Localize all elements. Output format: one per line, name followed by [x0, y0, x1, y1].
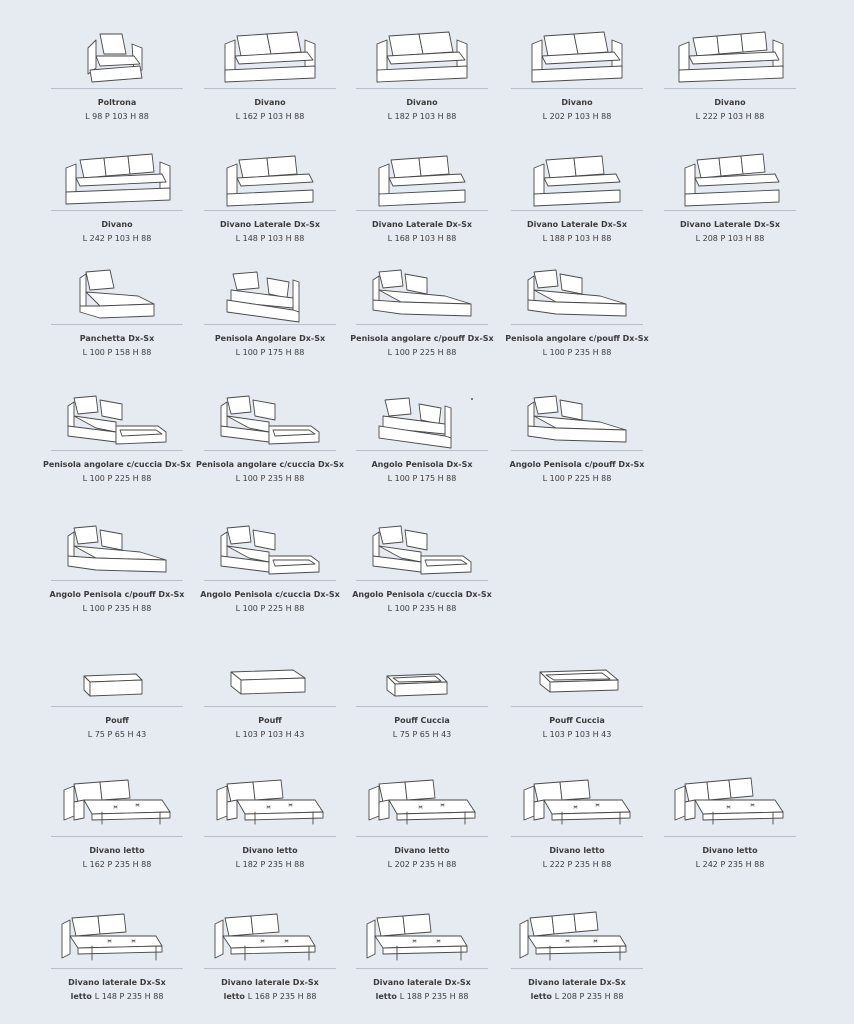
divider: [511, 324, 643, 325]
module-card: [41, 262, 193, 359]
module-card: [194, 388, 346, 485]
sofa-module-drawing: [197, 906, 343, 968]
module-card: [194, 774, 346, 871]
sofa-module-drawing: [44, 388, 190, 450]
module-name: Angolo Penisola c/pouff Dx-Sx: [49, 590, 185, 599]
module-card: [194, 26, 346, 123]
module-name: Penisola Angolare Dx-Sx: [214, 334, 326, 343]
module-name: Divano laterale Dx-Sx: [221, 978, 319, 987]
module-dimensions: L 100 P 235 H 88: [82, 603, 152, 613]
module-dimensions: L 162 P 103 H 88: [235, 111, 305, 121]
module-dimensions: L 100 P 235 H 88: [235, 473, 305, 483]
divider: [511, 836, 643, 837]
module-name: Pouff: [105, 716, 129, 725]
module-name: Divano Laterale Dx-Sx: [679, 220, 781, 229]
module-dimensions: L 168 P 103 H 88: [387, 233, 457, 243]
module-dimensions-value: L 208 P 235 H 88: [554, 991, 624, 1001]
module-name-continued: letto: [375, 991, 400, 1001]
module-dimensions: L 148 P 103 H 88: [235, 233, 305, 243]
module-name: Divano letto: [702, 846, 758, 855]
module-dimensions-value: L 168 P 235 H 88: [247, 991, 317, 1001]
module-name: Divano: [406, 98, 438, 107]
sofa-module-drawing: [44, 774, 190, 836]
module-name: Divano Laterale Dx-Sx: [526, 220, 628, 229]
divider: [664, 836, 796, 837]
module-card: [346, 774, 498, 871]
module-dimensions-value: L 188 P 235 H 88: [399, 991, 469, 1001]
sofa-module-drawing: [197, 774, 343, 836]
divider: [204, 210, 336, 211]
module-name: Divano letto: [242, 846, 298, 855]
divider: [204, 450, 336, 451]
sofa-module-drawing: [197, 148, 343, 210]
sofa-module-drawing: [504, 148, 650, 210]
module-card: [346, 906, 498, 1003]
divider: [51, 210, 183, 211]
module-dimensions: L 100 P 225 H 88: [387, 347, 457, 357]
module-dimensions: L 202 P 235 H 88: [387, 859, 457, 869]
module-name: Divano: [714, 98, 746, 107]
module-name: Poltrona: [97, 98, 137, 107]
sofa-module-drawing: [504, 262, 650, 324]
module-name: Penisola angolare c/pouff Dx-Sx: [505, 334, 649, 343]
sofa-module-drawing: [197, 262, 343, 324]
module-card: [194, 666, 346, 741]
module-dimensions: L 100 P 175 H 88: [387, 473, 457, 483]
module-dimensions: L 188 P 103 H 88: [542, 233, 612, 243]
module-name: Penisola angolare c/cuccia Dx-Sx: [195, 460, 345, 469]
divider: [51, 580, 183, 581]
module-card: [501, 774, 653, 871]
module-dimensions: L 100 P 225 H 88: [235, 603, 305, 613]
sofa-module-drawing: [197, 518, 343, 580]
module-card: [346, 666, 498, 741]
sofa-module-drawing: [504, 666, 650, 706]
module-name: Divano laterale Dx-Sx: [68, 978, 166, 987]
sofa-module-drawing: [349, 148, 495, 210]
module-card: [41, 26, 193, 123]
sofa-module-drawing: [44, 26, 190, 88]
module-name: Divano Laterale Dx-Sx: [219, 220, 321, 229]
module-dimensions: L 162 P 235 H 88: [82, 859, 152, 869]
divider: [204, 968, 336, 969]
module-card: [194, 518, 346, 615]
module-card: [346, 388, 498, 485]
module-card: [501, 262, 653, 359]
divider: [51, 324, 183, 325]
divider: [51, 836, 183, 837]
module-dimensions: L 103 P 103 H 43: [235, 729, 305, 739]
sofa-module-drawing: [504, 388, 650, 450]
divider: [204, 706, 336, 707]
module-name: Divano: [561, 98, 593, 107]
sofa-module-drawing: [197, 666, 343, 706]
module-dimensions: L 103 P 103 H 43: [542, 729, 612, 739]
module-name: Penisola angolare c/cuccia Dx-Sx: [42, 460, 192, 469]
module-card: [346, 518, 498, 615]
divider: [356, 706, 488, 707]
divider: [51, 706, 183, 707]
sofa-module-drawing: [349, 518, 495, 580]
module-card: [501, 148, 653, 245]
divider: [664, 210, 796, 211]
divider: [511, 706, 643, 707]
module-card: [41, 518, 193, 615]
module-dimensions: [346, 990, 498, 1004]
module-dimensions: L 100 P 225 H 88: [82, 473, 152, 483]
module-dimensions: L 242 P 103 H 88: [82, 233, 152, 243]
divider: [356, 580, 488, 581]
divider: [511, 450, 643, 451]
module-card: [346, 148, 498, 245]
sofa-module-drawing: [657, 26, 803, 88]
module-name-continued: letto: [530, 991, 555, 1001]
module-card: [41, 388, 193, 485]
divider: [356, 324, 488, 325]
module-dimensions: L 222 P 103 H 88: [695, 111, 765, 121]
module-card: [41, 666, 193, 741]
divider: [511, 88, 643, 89]
module-dimensions: L 100 P 225 H 88: [542, 473, 612, 483]
module-dimensions: L 100 P 175 H 88: [235, 347, 305, 357]
sofa-module-drawing: [44, 262, 190, 324]
module-dimensions: L 208 P 103 H 88: [695, 233, 765, 243]
sofa-module-drawing: [197, 26, 343, 88]
sofa-module-drawing: [349, 26, 495, 88]
divider: [204, 836, 336, 837]
divider: [511, 210, 643, 211]
divider: [204, 324, 336, 325]
module-card: [501, 666, 653, 741]
divider: [204, 88, 336, 89]
divider: [51, 88, 183, 89]
module-dimensions: [41, 990, 193, 1004]
sofa-module-drawing: [44, 518, 190, 580]
module-card: [346, 262, 498, 359]
module-dimensions: L 202 P 103 H 88: [542, 111, 612, 121]
sofa-module-drawing: [504, 906, 650, 968]
module-dimensions: L 222 P 235 H 88: [542, 859, 612, 869]
module-dimensions: L 75 P 65 H 43: [392, 729, 452, 739]
sofa-module-drawing: [44, 148, 190, 210]
module-dimensions: L 100 P 235 H 88: [387, 603, 457, 613]
module-card: [41, 148, 193, 245]
module-card: [654, 26, 806, 123]
sofa-module-drawing: [504, 26, 650, 88]
module-name: Divano Laterale Dx-Sx: [371, 220, 473, 229]
module-dimensions: [501, 990, 653, 1004]
sofa-module-drawing: [44, 666, 190, 706]
module-card: [654, 148, 806, 245]
module-dimensions: L 100 P 235 H 88: [542, 347, 612, 357]
module-name: Divano letto: [394, 846, 450, 855]
sofa-module-drawing: [349, 388, 495, 450]
sofa-module-drawing: [504, 774, 650, 836]
module-name: Angolo Penisola c/cuccia Dx-Sx: [200, 590, 340, 599]
sofa-module-drawing: [349, 774, 495, 836]
module-name: Angolo Penisola c/cuccia Dx-Sx: [352, 590, 492, 599]
module-card: [194, 148, 346, 245]
module-card: [194, 262, 346, 359]
sofa-module-drawing: [657, 148, 803, 210]
module-name-continued: letto: [70, 991, 95, 1001]
module-card: [501, 26, 653, 123]
module-card: [41, 774, 193, 871]
module-name: Pouff: [258, 716, 282, 725]
module-name: Divano letto: [89, 846, 145, 855]
divider: [356, 968, 488, 969]
module-card: [346, 26, 498, 123]
module-name: Pouff Cuccia: [549, 716, 605, 725]
module-dimensions: L 75 P 65 H 43: [87, 729, 147, 739]
sofa-module-drawing: [657, 774, 803, 836]
module-dimensions: L 242 P 235 H 88: [695, 859, 765, 869]
module-card: [194, 906, 346, 1003]
module-card: [501, 388, 653, 485]
module-name: Divano: [101, 220, 133, 229]
sofa-module-drawing: [349, 666, 495, 706]
module-name: Panchetta Dx-Sx: [79, 334, 155, 343]
divider: [356, 836, 488, 837]
divider: [356, 88, 488, 89]
stray-dot: [471, 398, 473, 400]
module-name: Divano: [254, 98, 286, 107]
sofa-module-drawing: [197, 388, 343, 450]
sofa-module-drawing: [44, 906, 190, 968]
module-name: Divano laterale Dx-Sx: [373, 978, 471, 987]
module-dimensions: [194, 990, 346, 1004]
module-card: [501, 906, 653, 1003]
module-name: Angolo Penisola Dx-Sx: [371, 460, 473, 469]
module-name: Penisola angolare c/pouff Dx-Sx: [350, 334, 494, 343]
sofa-module-drawing: [349, 262, 495, 324]
module-name: Pouff Cuccia: [394, 716, 450, 725]
module-dimensions-value: L 148 P 235 H 88: [94, 991, 164, 1001]
divider: [204, 580, 336, 581]
divider: [356, 450, 488, 451]
divider: [51, 450, 183, 451]
divider: [51, 968, 183, 969]
module-card: [654, 774, 806, 871]
module-dimensions: L 182 P 235 H 88: [235, 859, 305, 869]
module-dimensions: L 100 P 158 H 88: [82, 347, 152, 357]
module-dimensions: L 182 P 103 H 88: [387, 111, 457, 121]
module-name: Angolo Penisola c/pouff Dx-Sx: [509, 460, 645, 469]
sofa-module-drawing: [349, 906, 495, 968]
module-dimensions: L 98 P 103 H 88: [85, 111, 149, 121]
module-name: Divano laterale Dx-Sx: [528, 978, 626, 987]
divider: [664, 88, 796, 89]
module-name-continued: letto: [223, 991, 248, 1001]
module-name: Divano letto: [549, 846, 605, 855]
divider: [511, 968, 643, 969]
module-card: [41, 906, 193, 1003]
divider: [356, 210, 488, 211]
